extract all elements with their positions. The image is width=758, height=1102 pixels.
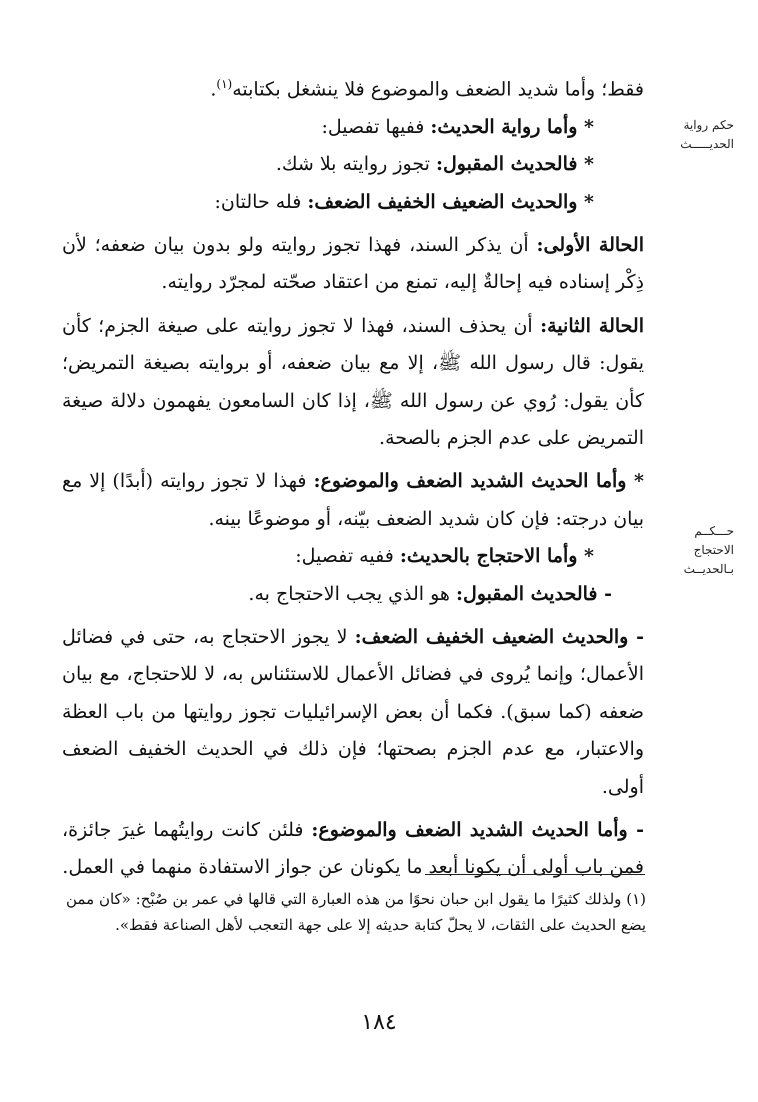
footnotes xyxy=(66,886,646,938)
paragraph-heading: * فالحديث المقبول: xyxy=(435,153,594,176)
paragraph-text: . xyxy=(210,78,217,101)
paragraph-text: هو الذي يجب الاحتجاج به. xyxy=(248,582,456,605)
paragraph-text: ففيه تفصيل: xyxy=(295,545,400,568)
paragraph-very-weak xyxy=(62,463,644,538)
page-number: ١٨٤ xyxy=(361,1010,397,1035)
paragraph-heading: - فالحديث المقبول: xyxy=(456,582,612,605)
paragraph-argument-accepted xyxy=(62,576,644,613)
paragraph-heading: * والحديث الضعيف الخفيف الضعف: xyxy=(307,190,594,213)
paragraph-text: فلئن كانت روايتُهما غيرَ جائزة، فمن باب أولى أن يكونا أبعد ما يكونان عن جواز الاستفادة منهما في العمل. xyxy=(62,819,644,879)
sidenote-hadith-argument xyxy=(666,522,734,579)
main-text xyxy=(62,66,644,887)
paragraph-heading: * وأما الاحتجاج بالحديث: xyxy=(399,545,594,568)
paragraph-heading: - والحديث الضعيف الخفيف الضعف: xyxy=(354,626,644,649)
sidenote-line: بـالحديــث xyxy=(683,562,734,576)
paragraph-heading: الحالة الثانية: xyxy=(540,314,644,337)
paragraph-narration xyxy=(62,109,644,146)
paragraph-text: فقط؛ وأما شديد الضعف والموضوع فلا ينشغل بكتابته xyxy=(232,78,644,101)
paragraph-text: فله حالتان: xyxy=(214,190,308,213)
sidenote-hadith-narration xyxy=(666,116,734,154)
paragraph-accepted xyxy=(62,146,644,183)
paragraph-heading: - وأما الحديث الشديد الضعف والموضوع: xyxy=(311,819,645,842)
paragraph-text: أن يذكر السند، فهذا تجوز روايته ولو بدون بيان ضعفه؛ لأن ذِكْر إسناده فيه إحالةٌ إليه، تمنع من اعتقاد صحّته لمجرّد روايته. xyxy=(62,233,644,294)
sidenote-line: الحديـــــث xyxy=(680,137,734,151)
sidenote-line: حـــكــم xyxy=(694,524,734,538)
footnote-divider xyxy=(425,874,645,875)
paragraph-heading: الحالة الأولى: xyxy=(536,233,644,256)
paragraph-heading: * وأما رواية الحديث: xyxy=(430,115,594,138)
paragraph-weak xyxy=(62,184,644,221)
sidenote-line: الاحتجاج xyxy=(693,543,734,557)
footnote-text: (١) ولذلك كثيرًا ما يقول ابن حبان نحوًا من هذه العبارة التي قالها في عمر بن صُبْح: «كان ممن يضع الحديث على الثقات، لا يحلّ كتابة حديثه إلا على جهة التعجب لأهل الصناعة فقط». xyxy=(66,890,646,934)
paragraph-text: تجوز روايته بلا شك. xyxy=(275,153,436,176)
paragraph-text: أن يحذف السند، فهذا لا تجوز روايته على صيغة الجزم؛ كأن يقول: قال رسول الله ﷺ، إلا مع بيان ضعفه، أو بروايته بصيغة التمريض؛ كأن يقول: رُوي عن رسول الله ﷺ، إذا كان السامعون يفهمون دلالة صيغة التمريض على عدم الجزم بالصحة. xyxy=(62,314,644,449)
paragraph-argument xyxy=(62,538,644,575)
footnote-ref: (١) xyxy=(216,77,233,91)
paragraph-case-two xyxy=(62,308,644,458)
paragraph-intro xyxy=(62,66,644,109)
paragraph-text: ففيها تفصيل: xyxy=(321,115,431,138)
paragraph-case-one xyxy=(62,227,644,302)
paragraph-text: لا يجوز الاحتجاج به، حتى في فضائل الأعمال؛ وإنما يُروى في فضائل الأعمال للاستئناس به، لا للاحتجاج، مع بيان ضعفه (كما سبق). فكما أن بعض الإسرائيليات تجوز روايتها من باب العظة والاعتبار، مع عدم الجزم بصحتها؛ فإن ذلك في الحديث الخفيف الضعف أولى. xyxy=(62,626,644,798)
sidenote-line: حكم رواية xyxy=(683,118,734,132)
paragraph-argument-very-weak xyxy=(62,812,644,887)
paragraph-argument-weak xyxy=(62,619,644,806)
paragraph-heading: * وأما الحديث الشديد الضعف والموضوع: xyxy=(313,470,644,493)
paragraph-text: فهذا لا تجوز روايته (أبدًا) إلا مع بيان درجته: فإن كان شديد الضعف بيّنه، أو موضوعًا بينه. xyxy=(62,470,644,530)
